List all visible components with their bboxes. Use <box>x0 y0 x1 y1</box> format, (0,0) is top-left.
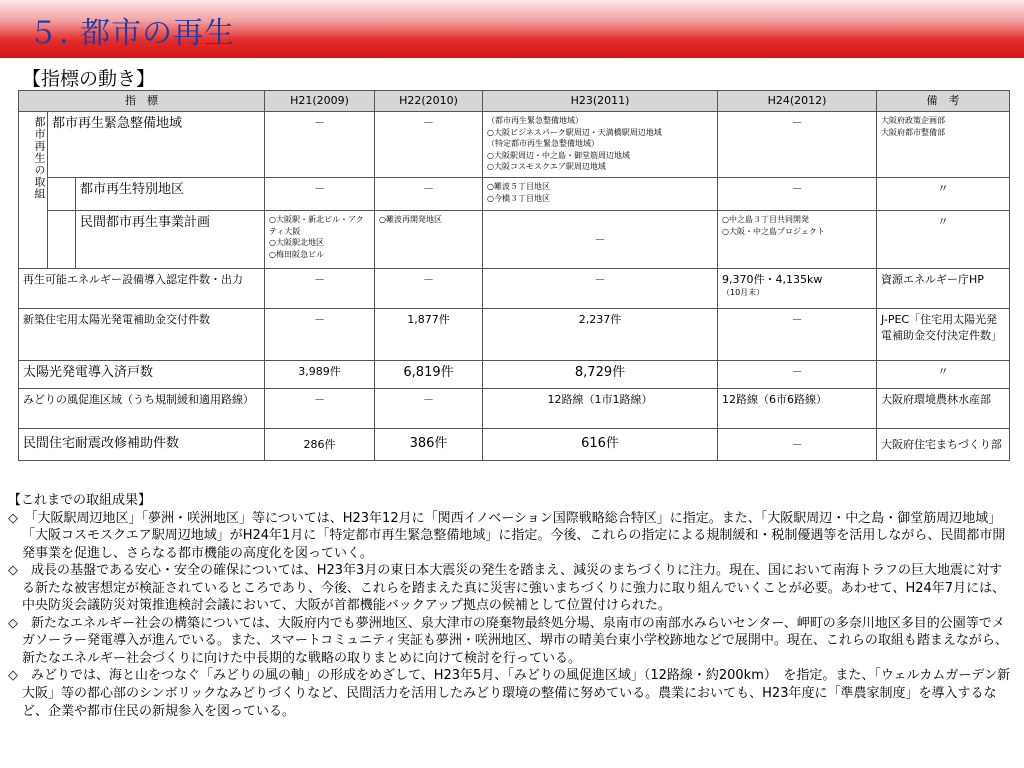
table-row <box>19 178 1010 211</box>
cell-h22: － <box>375 389 483 429</box>
cell-h23: － <box>483 269 718 309</box>
row-label: 民間都市再生事業計画 <box>76 211 265 269</box>
table-row <box>19 361 1010 389</box>
row-label: 太陽光発電導入済戸数 <box>19 361 265 389</box>
cell-h24: － <box>718 178 877 211</box>
page-title: ５. 都市の再生 <box>28 16 236 51</box>
cell-h22: － <box>375 269 483 309</box>
header-h24: H24(2012) <box>718 91 877 112</box>
spacer-cell <box>48 211 76 269</box>
cell-h24-value: 9,370件・4,135kw <box>722 273 823 286</box>
cell-h21: － <box>265 112 375 178</box>
cell-note: 大阪府政策企画部 大阪府都市整備部 <box>877 112 1010 178</box>
cell-h22: ○難波再開発地区 <box>375 211 483 269</box>
indicator-table <box>18 90 1010 461</box>
cell-h24 <box>718 269 877 309</box>
table-header-row <box>19 91 1010 112</box>
row-label: 民間住宅耐震改修補助件数 <box>19 429 265 461</box>
cell-h22: 386件 <box>375 429 483 461</box>
group-label: 都市再生の取組 <box>19 112 48 269</box>
cell-h23: 12路線（1市1路線） <box>483 389 718 429</box>
cell-h21: 3,989件 <box>265 361 375 389</box>
row-label: 再生可能エネルギー設備導入認定件数・出力 <box>19 269 265 309</box>
cell-h24: ○中之島３丁目共同開発 ○大阪・中之島プロジェクト <box>718 211 877 269</box>
row-label: 都市再生緊急整備地域 <box>48 112 265 178</box>
row-label: 新築住宅用太陽光発電補助金交付件数 <box>19 309 265 361</box>
table-row <box>19 429 1010 461</box>
header-h22: H22(2010) <box>375 91 483 112</box>
row-label: みどりの風促進区域（うち規制緩和適用路線） <box>19 389 265 429</box>
cell-h21: － <box>265 269 375 309</box>
cell-h24: － <box>718 361 877 389</box>
table-row <box>19 309 1010 361</box>
table-row <box>19 389 1010 429</box>
spacer-cell <box>48 178 76 211</box>
cell-h24: － <box>718 309 877 361</box>
header-h21: H21(2009) <box>265 91 375 112</box>
results-section <box>8 492 1012 720</box>
results-item: ◇ みどりでは、海と山をつなぐ「みどりの風の軸」の形成をめざして、H23年5月、「みどりの風促進区域」（12路線・約200km） を指定。また、「ウェルカムガーデン新大阪」等の都心部のシンボリックなみどりづくりなど、民間活力を活用したみどり環境の整備に努めている。農業においても、H23年度に「準農家制度」を導入するなど、企業や都市住民の新規参入を図っている。 <box>8 668 1011 719</box>
cell-h22: － <box>375 178 483 211</box>
table-row <box>19 211 1010 269</box>
indicator-section-label: 【指標の動き】 <box>22 68 156 90</box>
cell-h24: － <box>718 112 877 178</box>
cell-h23: 2,237件 <box>483 309 718 361</box>
cell-h23: 616件 <box>483 429 718 461</box>
cell-h21: ○大阪駅・新北ビル・アクティ大阪 ○大阪駅北地区 ○梅田阪急ビル <box>265 211 375 269</box>
cell-note: J-PEC「住宅用太陽光発電補助金交付決定件数」 <box>877 309 1010 361</box>
header-note: 備 考 <box>877 91 1010 112</box>
cell-h23: （都市再生緊急整備地域） ○大阪ビジネスパーク駅周辺・天満橋駅周辺地域 （特定都市再生緊急整備地域） ○大阪駅周辺・中之島・御堂筋周辺地域 ○大阪コスモスクエア駅周辺地域 <box>483 112 718 178</box>
cell-h23: － <box>483 211 718 269</box>
cell-h22: 6,819件 <box>375 361 483 389</box>
cell-h24: － <box>718 429 877 461</box>
cell-note: 資源エネルギー庁HP <box>877 269 1010 309</box>
cell-note: 〃 <box>877 211 1010 269</box>
row-label: 都市再生特別地区 <box>76 178 265 211</box>
cell-note: 大阪府住宅まちづくり部 <box>877 429 1010 461</box>
cell-h21: － <box>265 178 375 211</box>
cell-note: 大阪府環境農林水産部 <box>877 389 1010 429</box>
title-banner <box>0 0 1024 58</box>
cell-h23: ○難波５丁目地区 ○今橋３丁目地区 <box>483 178 718 211</box>
cell-h21: － <box>265 389 375 429</box>
cell-h21: － <box>265 309 375 361</box>
cell-h22: － <box>375 112 483 178</box>
results-item: ◇ 成長の基盤である安心・安全の確保については、H23年3月の東日本大震災の発生を踏まえ、減災のまちづくりに注力。現在、国において南海トラフの巨大地震に対する新たな被害想定が検証されているところであり、今後、これらを踏まえた真に災害に強いまちづくりに強力に取り組んでいくことが必要。あわせて、H24年7月には、中央防災会議防災対策推進検討会議において、大阪が首都機能バックアップ拠点の候補として位置付けられた。 <box>8 563 1006 614</box>
cell-h21: 286件 <box>265 429 375 461</box>
cell-h23: 8,729件 <box>483 361 718 389</box>
header-h23: H23(2011) <box>483 91 718 112</box>
cell-h24: 12路線（6市6路線） <box>718 389 877 429</box>
results-item: ◇ 新たなエネルギー社会の構築については、大阪府内でも夢洲地区、泉大津市の廃棄物最終処分場、泉南市の南部水みらいセンター、岬町の多奈川地区多目的公園等でメガソーラー発電導入が進んでいる。また、スマートコミュニティ実証も夢洲・咲洲地区、堺市の晴美台東小学校跡地などで展開中。現在、これらの取組も踏まえながら、新たなエネルギー社会づくりに向けた中長期的な戦略の取りまとめに向けて検討を行っている。 <box>8 615 1008 666</box>
cell-note: 〃 <box>877 178 1010 211</box>
table-row <box>19 269 1010 309</box>
cell-h24-sub: （10月末） <box>722 287 765 297</box>
results-heading: 【これまでの取組成果】 <box>8 493 152 508</box>
table-row <box>19 112 1010 178</box>
header-indicator: 指 標 <box>19 91 265 112</box>
results-item: ◇ 「大阪駅周辺地区」「夢洲・咲洲地区」等については、H23年12月に「関西イノベーション国際戦略総合特区」に指定。また、「大阪駅周辺・中之島・御堂筋周辺地域」「大阪コスモスクエア駅周辺地域」がH24年1月に「特定都市再生緊急整備地域」に指定。今後、これらの指定による規制緩和・税制優遇等を活用しながら、民間都市開発事業を促進し、さらなる都市機能の高度化を図っていく。 <box>8 510 1006 561</box>
cell-note: 〃 <box>877 361 1010 389</box>
cell-h22: 1,877件 <box>375 309 483 361</box>
